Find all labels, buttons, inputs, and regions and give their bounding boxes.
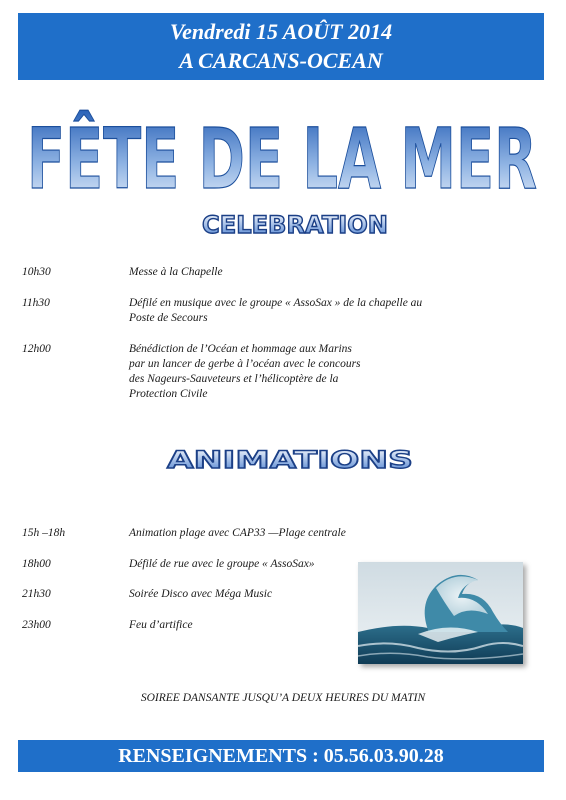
animation-item: [22, 587, 352, 602]
wave-photo: [358, 562, 523, 664]
animation-description: Animation plage avec CAP33 —Plage centrale: [129, 527, 346, 539]
animations-heading: [160, 440, 420, 480]
celebration-item: [22, 342, 522, 402]
animation-description: Feu d’artifice: [129, 619, 193, 631]
animation-description: Défilé de rue avec le groupe « AssoSax»: [129, 558, 315, 570]
animation-item: [22, 557, 352, 572]
animation-time: 21h30: [22, 588, 51, 600]
celebration-description: Messe à la Chapelle: [129, 266, 223, 278]
wave-illustration: [358, 562, 523, 664]
contact-banner: RENSEIGNEMENTS : 05.56.03.90.28: [18, 740, 544, 772]
celebration-description: Défilé en musique avec le groupe « AssoSax » de la chapelle au Poste de Secours: [129, 297, 423, 324]
header-banner: [18, 13, 544, 80]
animation-item: [22, 618, 352, 633]
celebration-time: 10h30: [22, 266, 51, 278]
event-date: Vendredi 15 AOÛT 2014: [169, 19, 393, 44]
celebration-item: [22, 296, 522, 326]
animation-time: 18h00: [22, 558, 51, 570]
main-title-text: FÊTE DE LA MER: [27, 110, 537, 208]
animation-time: 15h –18h: [22, 527, 66, 539]
animation-item: [22, 526, 522, 541]
celebration-heading: [195, 205, 395, 245]
celebration-time: 12h00: [22, 343, 51, 355]
animations-heading-text: ANIMATIONS: [167, 446, 413, 474]
animation-description: Soirée Disco avec Méga Music: [129, 588, 273, 600]
celebration-time: 11h30: [22, 297, 50, 309]
footer-note: SOIREE DANSANTE JUSQU’A DEUX HEURES DU MATIN: [140, 692, 426, 704]
animation-time: 23h00: [22, 619, 51, 631]
celebration-item: [22, 265, 522, 280]
event-location: A CARCANS-OCEAN: [179, 48, 383, 73]
main-title: [22, 88, 542, 208]
celebration-heading-text: CELEBRATION: [202, 211, 388, 239]
celebration-description: Bénédiction de l’Océan et hommage aux Marins par un lancer de gerbe à l’océan avec le concours des Nageurs-Sauveteurs et l’hélicoptère de la Protection Civile: [129, 343, 361, 400]
